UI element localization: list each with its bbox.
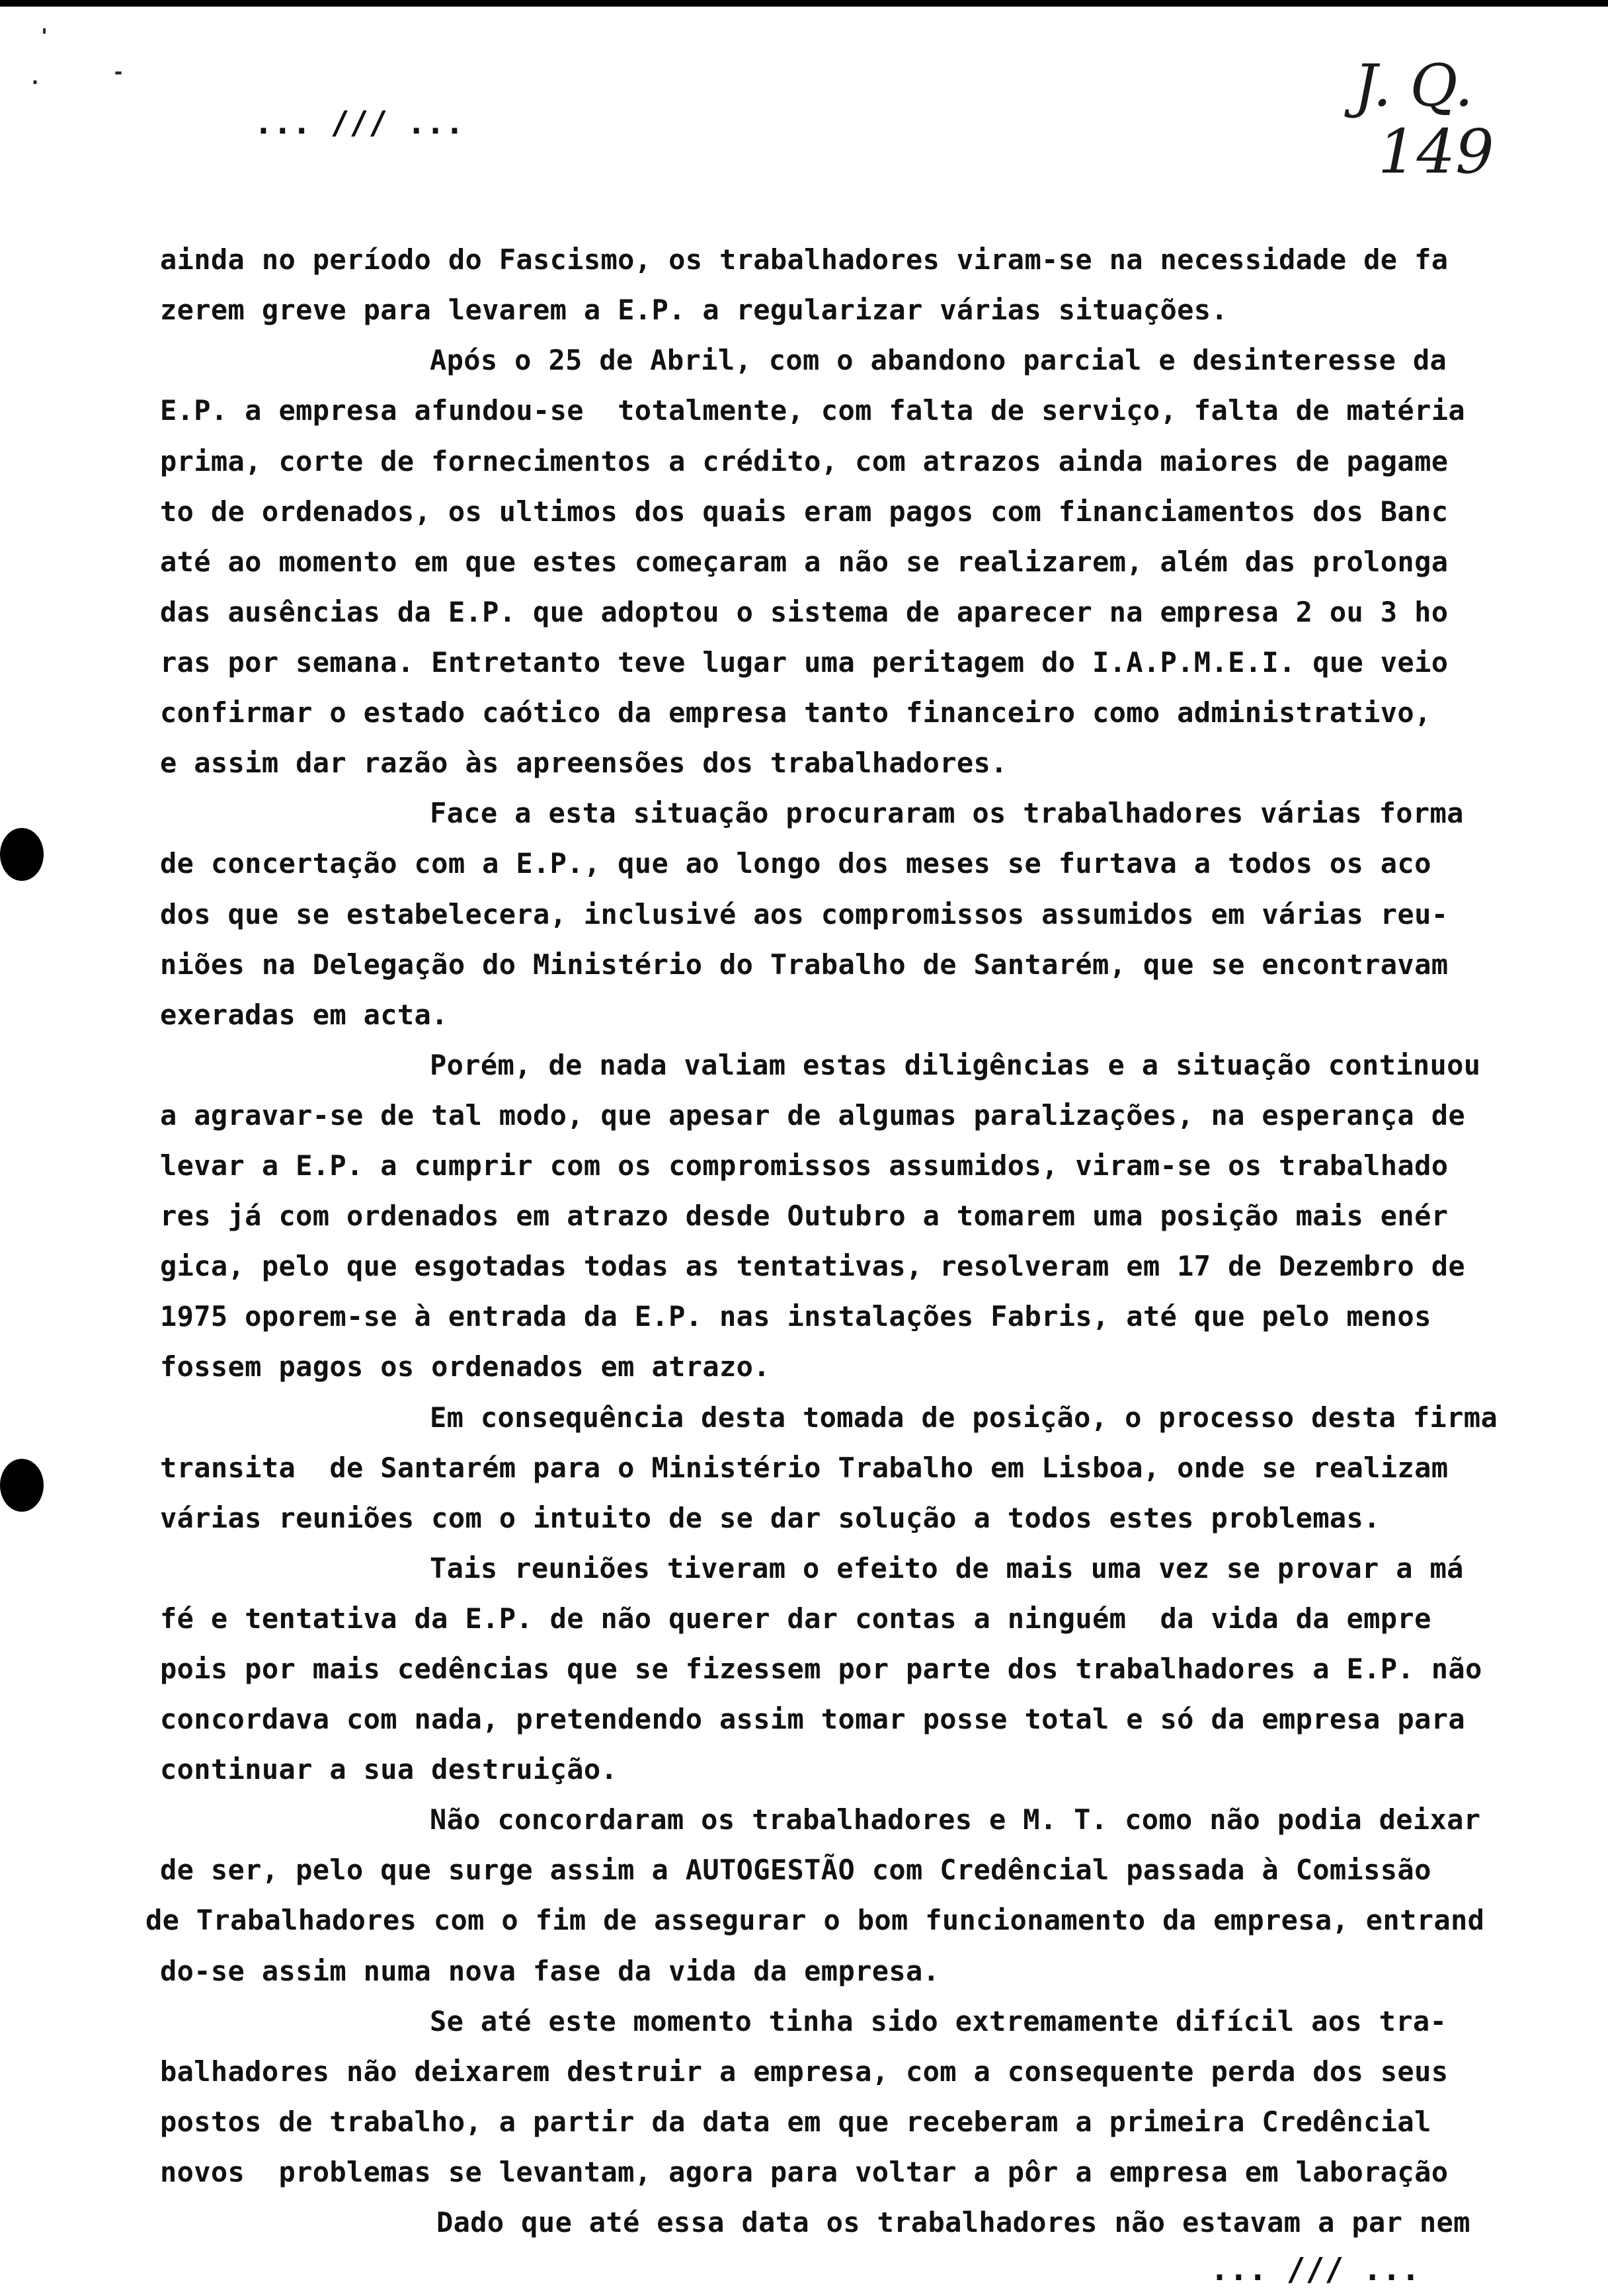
- scan-speck-left: ·: [29, 71, 42, 95]
- text-line: Dado que até essa data os trabalhadores não estavam a par nem: [436, 2206, 1470, 2238]
- text-line: Após o 25 de Abril, com o abandono parcial e desinteresse da: [430, 344, 1447, 376]
- text-line: ainda no período do Fascismo, os trabalhadores viram-se na necessidade de fa: [160, 243, 1449, 276]
- text-line: to de ordenados, os ultimos dos quais eram pagos com financiamentos dos Banc: [160, 495, 1449, 528]
- punch-hole-upper: [0, 828, 44, 881]
- text-line: gica, pelo que esgotadas todas as tentativas, resolveram em 17 de Dezembro de: [160, 1250, 1465, 1282]
- continuation-marker-top: ... /// ...: [254, 104, 464, 142]
- text-line: Face a esta situação procuraram os trabalhadores várias forma: [430, 797, 1464, 829]
- text-line: levar a E.P. a cumprir com os compromissos assumidos, viram-se os trabalhado: [160, 1149, 1449, 1182]
- scan-speck-top-left: ': [38, 25, 51, 48]
- text-line: balhadores não deixarem destruir a empresa, com a consequente perda dos seus: [160, 2055, 1449, 2088]
- text-line: Em consequência desta tomada de posição, o processo desta firma: [430, 1401, 1498, 1434]
- text-line: transita de Santarém para o Ministério Trabalho em Lisboa, onde se realizam: [160, 1452, 1449, 1484]
- text-line: fossem pagos os ordenados em atrazo.: [160, 1350, 770, 1383]
- text-line: do-se assim numa nova fase da vida da empresa.: [160, 1955, 940, 1987]
- continuation-marker-bottom: ... /// ...: [1210, 2251, 1420, 2288]
- text-line: de Trabalhadores com o fim de assegurar o bom funcionamento da empresa, entrand: [145, 1904, 1485, 1936]
- text-line: a agravar-se de tal modo, que apesar de algumas paralizações, na esperança de: [160, 1099, 1465, 1131]
- top-scan-edge: [0, 0, 1608, 7]
- text-line: novos problemas se levantam, agora para voltar a pôr a empresa em laboração: [160, 2156, 1449, 2188]
- scan-speck-dash: -: [112, 61, 125, 84]
- text-line: ras por semana. Entretanto teve lugar uma peritagem do I.A.P.M.E.I. que veio: [160, 646, 1449, 678]
- text-line: continuar a sua destruição.: [160, 1753, 618, 1785]
- text-line: de ser, pelo que surge assim a AUTOGESTÃO com Credêncial passada à Comissão: [160, 1854, 1431, 1886]
- text-line: E.P. a empresa afundou-se totalmente, com falta de serviço, falta de matéria: [160, 394, 1465, 427]
- text-line: Tais reuniões tiveram o efeito de mais uma vez se provar a má: [430, 1552, 1464, 1584]
- text-line: niões na Delegação do Ministério do Trabalho de Santarém, que se encontravam: [160, 948, 1449, 981]
- text-line: das ausências da E.P. que adoptou o sistema de aparecer na empresa 2 ou 3 ho: [160, 596, 1449, 628]
- text-line: Se até este momento tinha sido extremamente difícil aos tra-: [430, 2005, 1447, 2037]
- text-line: Não concordaram os trabalhadores e M. T. como não podia deixar: [430, 1803, 1481, 1836]
- text-line: Porém, de nada valiam estas diligências e a situação continuou: [430, 1049, 1481, 1081]
- text-line: várias reuniões com o intuito de se dar solução a todos estes problemas.: [160, 1502, 1381, 1534]
- text-line: postos de trabalho, a partir da data em que receberam a primeira Credêncial: [160, 2106, 1431, 2138]
- punch-hole-lower: [0, 1459, 44, 1512]
- text-line: fé e tentativa da E.P. de não querer dar contas a ninguém da vida da empre: [160, 1602, 1431, 1635]
- text-line: dos que se estabelecera, inclusivé aos compromissos assumidos em várias reu-: [160, 898, 1449, 930]
- text-line: 1975 oporem-se à entrada da E.P. nas instalações Fabris, até que pelo menos: [160, 1300, 1431, 1332]
- text-line: prima, corte de fornecimentos a crédito, com atrazos ainda maiores de pagame: [160, 445, 1449, 477]
- text-line: e assim dar razão às apreensões dos trabalhadores.: [160, 747, 1008, 779]
- text-line: de concertação com a E.P., que ao longo dos meses se furtava a todos os aco: [160, 847, 1431, 880]
- text-line: confirmar o estado caótico da empresa tanto financeiro como administrativo,: [160, 696, 1431, 729]
- text-line: pois por mais cedências que se fizessem por parte dos trabalhadores a E.P. não: [160, 1653, 1482, 1685]
- text-line: zerem greve para levarem a E.P. a regularizar várias situações.: [160, 294, 1228, 326]
- text-line: até ao momento em que estes começaram a não se realizarem, além das prolonga: [160, 546, 1449, 578]
- handwritten-annotation: J. Q.: [1354, 52, 1474, 120]
- text-line: res já com ordenados em atrazo desde Outubro a tomarem uma posição mais enér: [160, 1200, 1449, 1232]
- text-line: concordava com nada, pretendendo assim tomar posse total e só da empresa para: [160, 1703, 1465, 1735]
- text-line: exeradas em acta.: [160, 999, 448, 1031]
- handwritten-page-number: 149: [1378, 116, 1494, 187]
